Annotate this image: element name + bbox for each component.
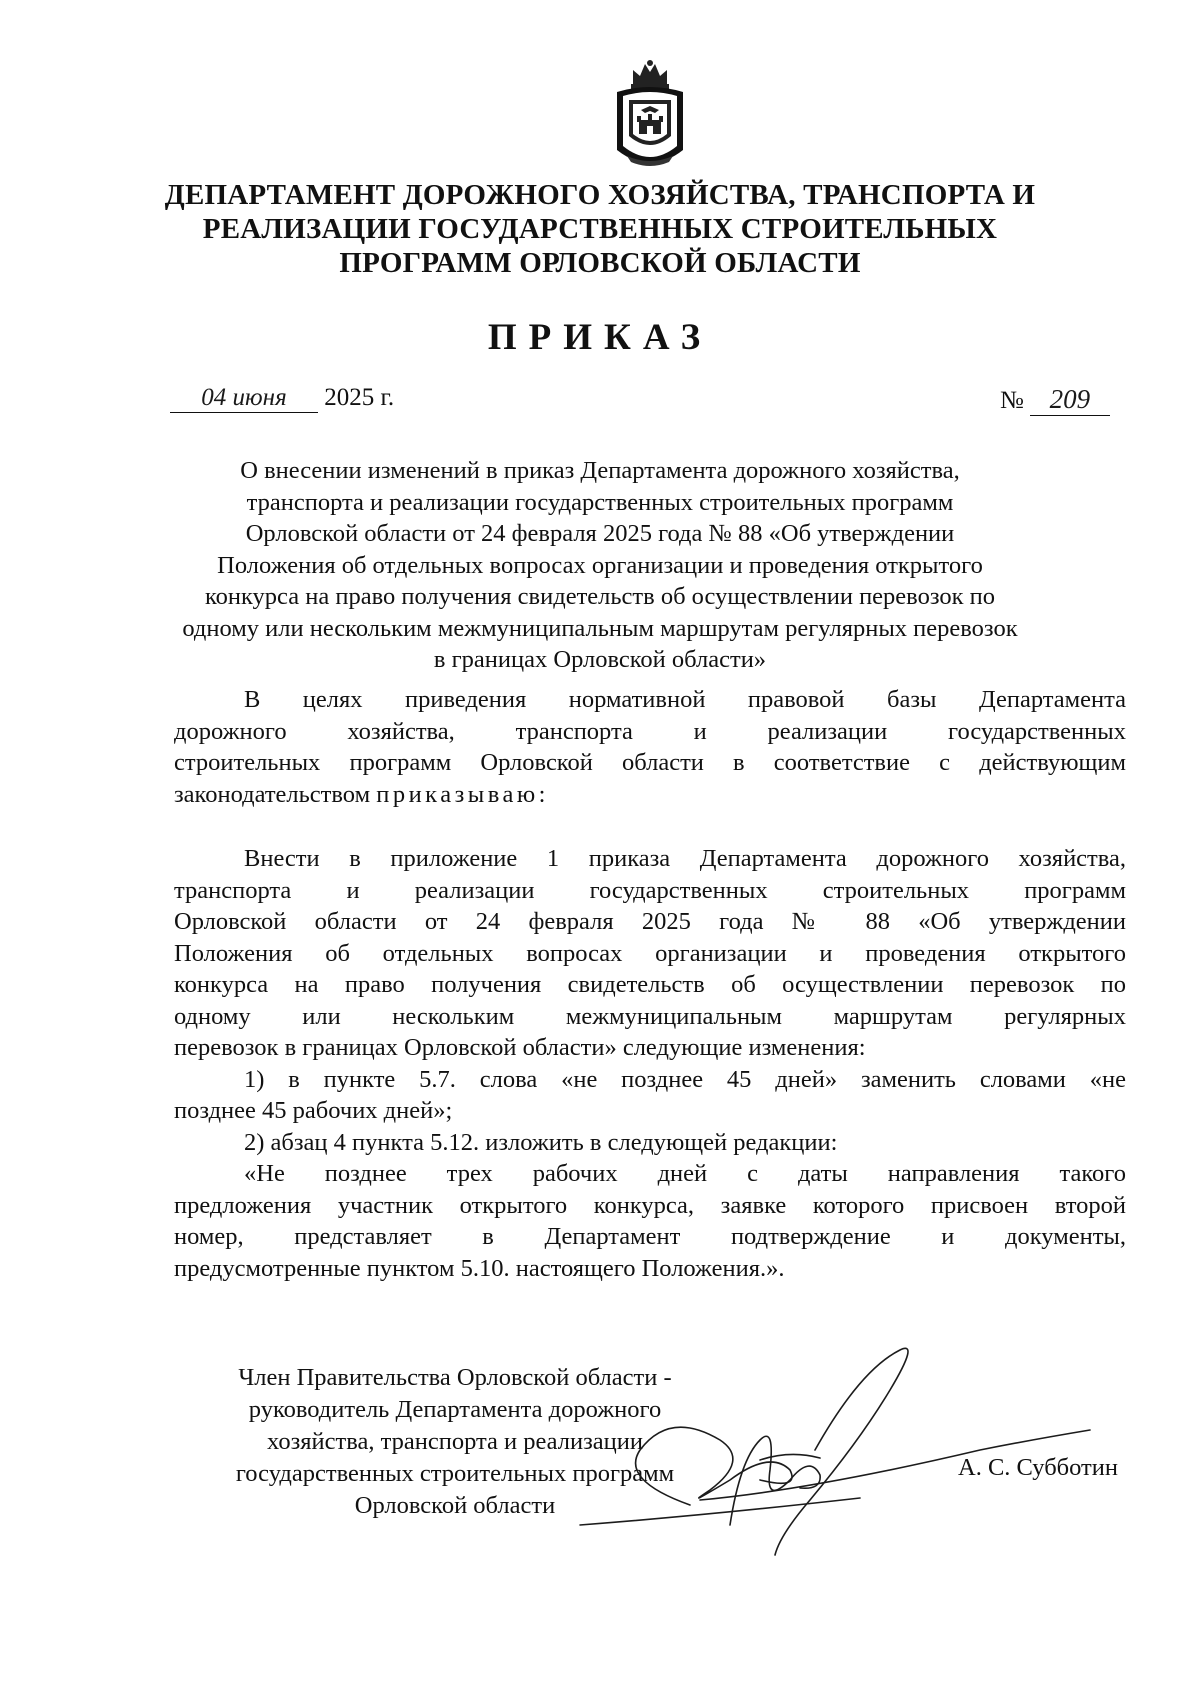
preamble-line: В целях приведения нормативной правовой базы Департамента bbox=[244, 686, 1126, 713]
item-2-line: 2) абзац 4 пункта 5.12. изложить в следующей редакции: bbox=[244, 1128, 838, 1156]
order-subject bbox=[160, 455, 1040, 676]
quote-line: «Не позднее трех рабочих дней с даты направления такого bbox=[244, 1160, 1126, 1187]
body-line: перевозок в границах Орловской области» следующие изменения: bbox=[174, 1034, 866, 1061]
preamble-last-prefix: законодательством bbox=[174, 780, 371, 808]
subject-line: Орловской области от 24 февраля 2025 года № 88 «Об утверждении bbox=[245, 520, 955, 547]
document-type-title: ПРИКАЗ bbox=[487, 317, 713, 358]
body-line: одному или нескольким межмуниципальным маршрутам регулярных bbox=[174, 1002, 1126, 1030]
subject-line: в границах Орловской области» bbox=[433, 646, 767, 673]
order-verb: приказываю: bbox=[376, 780, 549, 808]
body-line: транспорта и реализации государственных строительных программ bbox=[174, 876, 1126, 904]
subject-line: О внесении изменений в приказ Департамента дорожного хозяйства, bbox=[240, 457, 960, 484]
quote-line: предложения участник открытого конкурса, заявке которого присвоен второй bbox=[174, 1191, 1126, 1219]
preamble-line: строительных программ Орловской области в соответствие с действующим bbox=[174, 749, 1126, 776]
signatory-title-line: руководитель Департамента дорожного bbox=[248, 1396, 662, 1423]
signatory-title-line: Орловской области bbox=[354, 1492, 556, 1519]
preamble-line: дорожного хозяйства, транспорта и реализации государственных bbox=[174, 717, 1126, 745]
handwritten-number: 209 bbox=[1030, 384, 1110, 416]
order-number bbox=[1000, 384, 1110, 418]
oryol-oblast-coat-of-arms-icon bbox=[609, 58, 691, 176]
subject-line: конкурса на право получения свидетельств об осуществлении перевозок по bbox=[204, 583, 996, 610]
quote-line: номер, представляет в Департамент подтверждение и документы, bbox=[174, 1223, 1126, 1250]
body-line: Внести в приложение 1 приказа Департамента дорожного хозяйства, bbox=[244, 845, 1126, 872]
department-name-line: РЕАЛИЗАЦИИ ГОСУДАРСТВЕННЫХ СТРОИТЕЛЬНЫХ bbox=[202, 213, 998, 245]
signatory-title-line: Член Правительства Орловской области - bbox=[238, 1364, 672, 1391]
preamble-paragraph bbox=[174, 684, 1126, 810]
item-1-line: 1) в пункте 5.7. слова «не позднее 45 дней» заменить словами «не bbox=[244, 1065, 1126, 1093]
handwritten-date: 04 июня bbox=[170, 384, 318, 413]
order-body bbox=[174, 843, 1126, 1284]
subject-line: Положения об отдельных вопросах организации и проведения открытого bbox=[217, 551, 983, 579]
signer-name: А. С. Субботин bbox=[958, 1454, 1118, 1481]
order-date bbox=[170, 384, 394, 418]
body-line: конкурса на право получения свидетельств об осуществлении перевозок по bbox=[174, 971, 1126, 998]
signatory-title-line: хозяйства, транспорта и реализации bbox=[267, 1428, 643, 1455]
subject-line: транспорта и реализации государственных строительных программ bbox=[246, 488, 954, 516]
department-name-line: ПРОГРАММ ОРЛОВСКОЙ ОБЛАСТИ bbox=[339, 247, 861, 279]
handwritten-signature-icon bbox=[560, 1330, 1110, 1560]
subject-line: одному или нескольким межмуниципальным маршрутам регулярных перевозок bbox=[182, 614, 1018, 642]
department-name-line: ДЕПАРТАМЕНТ ДОРОЖНОГО ХОЗЯЙСТВА, ТРАНСПОРТА И bbox=[164, 179, 1036, 211]
preamble-line bbox=[174, 779, 1126, 811]
body-line: Орловской области от 24 февраля 2025 года № 88 «Об утверждении bbox=[174, 908, 1126, 935]
number-label: № bbox=[1000, 387, 1024, 414]
department-name bbox=[150, 178, 1050, 280]
quote-line: предусмотренные пунктом 5.10. настоящего Положения.». bbox=[174, 1254, 785, 1282]
item-1-line: позднее 45 рабочих дней»; bbox=[174, 1097, 453, 1124]
order-year: 2025 г. bbox=[324, 384, 395, 411]
body-line: Положения об отдельных вопросах организации и проведения открытого bbox=[174, 939, 1126, 967]
signatory-title-line: государственных строительных программ bbox=[235, 1460, 675, 1487]
